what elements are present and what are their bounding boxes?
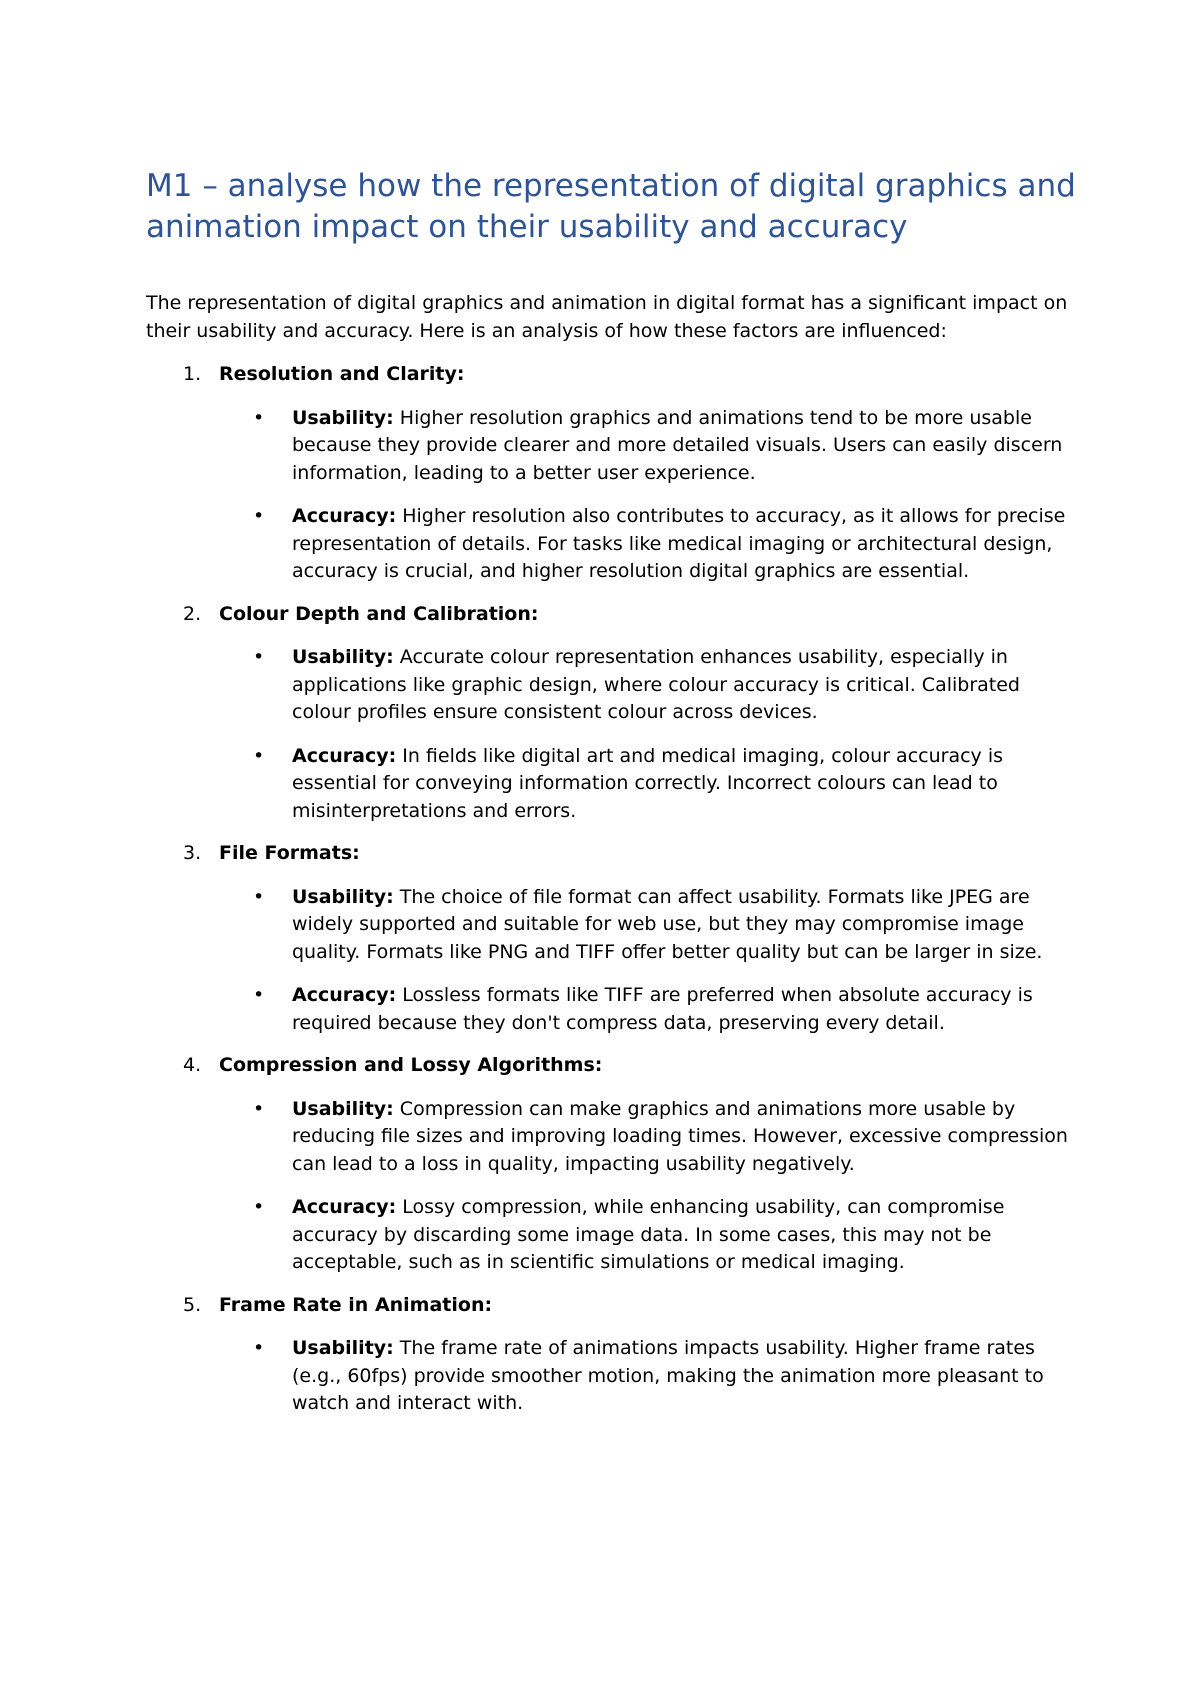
- bullet-label: Accuracy:: [292, 984, 397, 1006]
- section-title: Colour Depth and Calibration:: [219, 602, 539, 625]
- section-title: Compression and Lossy Algorithms:: [219, 1054, 603, 1076]
- section-item: [146, 1292, 1076, 1418]
- bullet-text: Lossless formats like TIFF are preferred when absolute accuracy is required because they don't compress data, preserving every detail.: [292, 984, 1033, 1034]
- bullet-icon: •: [253, 744, 265, 767]
- bullet-item: [219, 743, 1076, 826]
- bullet-item: [219, 503, 1076, 586]
- section-number: 5.: [183, 1293, 202, 1316]
- bullet-item: [219, 405, 1076, 488]
- bullet-item: [219, 644, 1076, 727]
- bullet-list: [219, 405, 1076, 586]
- bullet-text: The frame rate of animations impacts usability. Higher frame rates (e.g., 60fps) provide smoother motion, making the animation more pleasant to watch and interact with.: [292, 1337, 1044, 1414]
- bullet-text: In fields like digital art and medical imaging, colour accuracy is essential for conveying information correctly. Incorrect colours can lead to misinterpretations and errors.: [292, 744, 1003, 822]
- bullet-text: Lossy compression, while enhancing usability, can compromise accuracy by discarding some image data. In some cases, this may not be acceptable, such as in scientific simulations or medical imaging.: [292, 1196, 1005, 1273]
- bullet-label: Accuracy:: [292, 744, 397, 767]
- bullet-label: Usability:: [292, 885, 394, 908]
- bullet-text: The choice of file format can affect usability. Formats like JPEG are widely supported and suitable for web use, but they may compromise image quality. Formats like PNG and TIFF offer better quality but can be larger in size.: [292, 885, 1043, 963]
- bullet-label: Usability:: [292, 1337, 394, 1359]
- section-heading: [183, 1292, 1076, 1320]
- bullet-icon: •: [253, 406, 265, 429]
- bullet-item: [219, 1335, 1076, 1418]
- section-title: Resolution and Clarity:: [219, 363, 465, 385]
- bullet-label: Usability:: [292, 406, 394, 429]
- bullet-text: Higher resolution also contributes to accuracy, as it allows for precise representation of details. For tasks like medical imaging or architectural design, accuracy is crucial, and higher resolution digital graphics are essential.: [292, 505, 1066, 582]
- section-list: [146, 361, 1076, 1418]
- section-number: 2.: [183, 602, 202, 625]
- section-number: 4.: [183, 1054, 202, 1076]
- document-title: M1 – analyse how the representation of digital graphics and animation impact on their usability and accuracy: [146, 168, 1076, 245]
- bullet-icon: •: [253, 1196, 265, 1218]
- bullet-list: [219, 884, 1076, 1038]
- document-content: [146, 166, 1076, 1433]
- bullet-icon: •: [253, 646, 265, 668]
- bullet-icon: •: [253, 1097, 265, 1120]
- bullet-list: [219, 1335, 1076, 1418]
- bullet-list: [219, 644, 1076, 825]
- section-item: [146, 361, 1076, 586]
- section-number: 3.: [183, 842, 202, 864]
- bullet-icon: •: [253, 885, 265, 908]
- bullet-label: Accuracy:: [292, 505, 397, 527]
- bullet-text: Accurate colour representation enhances usability, especially in applications like graphic design, where colour accuracy is critical. Calibrated colour profiles ensure consistent colour across devices.: [292, 646, 1020, 723]
- bullet-item: [219, 982, 1076, 1037]
- bullet-item: [219, 884, 1076, 967]
- section-title: File Formats:: [219, 842, 360, 864]
- bullet-item: [219, 1096, 1076, 1179]
- bullet-icon: •: [253, 1337, 265, 1359]
- bullet-label: Usability:: [292, 646, 394, 668]
- section-item: [146, 840, 1076, 1037]
- section-heading: [183, 601, 1076, 629]
- bullet-label: Usability:: [292, 1097, 394, 1120]
- bullet-label: Accuracy:: [292, 1196, 397, 1218]
- section-heading: [183, 840, 1076, 868]
- section-item: [146, 1052, 1076, 1277]
- section-item: [146, 601, 1076, 826]
- bullet-list: [219, 1096, 1076, 1277]
- section-number: 1.: [183, 363, 202, 385]
- section-heading: [183, 361, 1076, 389]
- bullet-icon: •: [253, 505, 265, 527]
- bullet-icon: •: [253, 984, 265, 1006]
- section-title: Frame Rate in Animation:: [219, 1293, 493, 1316]
- bullet-item: [219, 1194, 1076, 1277]
- intro-paragraph: The representation of digital graphics and animation in digital format has a significant impact on their usability and accuracy. Here is an analysis of how these factors are influenced:: [146, 292, 1068, 342]
- bullet-text: Higher resolution graphics and animations tend to be more usable because they provide clearer and more detailed visuals. Users can easily discern information, leading to a better user experience.: [292, 406, 1063, 484]
- section-heading: [183, 1052, 1076, 1080]
- bullet-text: Compression can make graphics and animations more usable by reducing file sizes and improving loading times. However, excessive compression can lead to a loss in quality, impacting usability negatively.: [292, 1097, 1068, 1175]
